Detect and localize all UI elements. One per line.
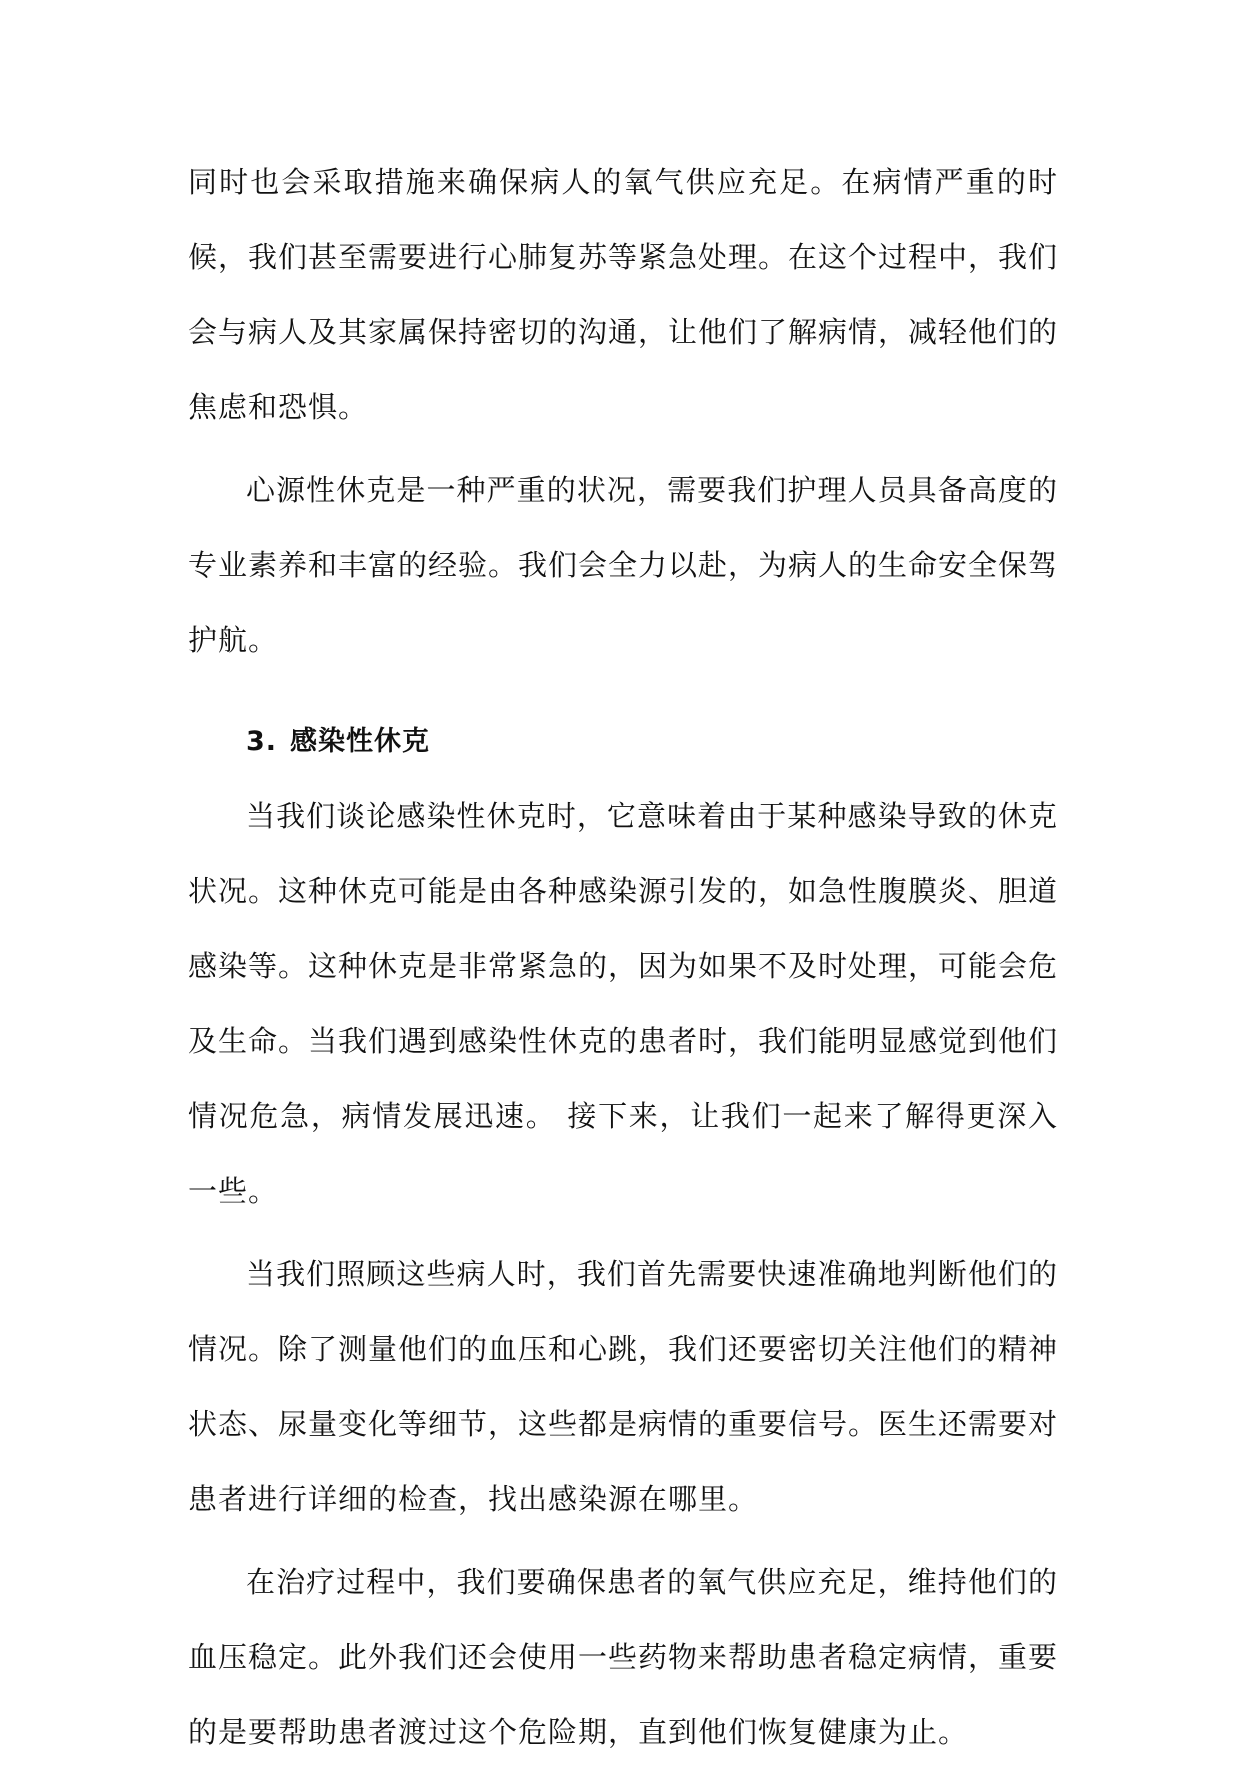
section-spacer [188,678,1058,704]
paragraph-spacer [188,1537,1058,1545]
paragraph-continued: 同时也会采取措施来确保病人的氧气供应充足。在病情严重的时候，我们甚至需要进行心肺复苏等紧急处理。在这个过程中，我们会与病人及其家属保持密切的沟通，让他们了解病情，减轻他们的焦虑和恐惧。 [188,165,1059,424]
paragraph-septic-assessment: 当我们照顾这些病人时，我们首先需要快速准确地判断他们的情况。除了测量他们的血压和心跳，我们还要密切关注他们的精神状态、尿量变化等细节，这些都是病情的重要信号。医生还需要对患者进行详细的检查，找出感染源在哪里。 [188,1257,1059,1516]
section-number: 3. [246,726,278,757]
paragraph-spacer [188,445,1058,453]
section-heading [188,704,1058,779]
paragraph-cardiogenic-summary: 心源性休克是一种严重的状况，需要我们护理人员具备高度的专业素养和丰富的经验。我们会全力以赴，为病人的生命安全保驾护航。 [188,473,1059,657]
paragraph-septic-intro: 当我们谈论感染性休克时，它意味着由于某种感染导致的休克状况。这种休克可能是由各种感染源引发的，如急性腹膜炎、胆道感染等。这种休克是非常紧急的，因为如果不及时处理，可能会危及生命。当我们遇到感染性休克的患者时，我们能明显感觉到他们情况危急，病情发展迅速。 接下来，让我们一起来了解得更深入一些。 [188,799,1059,1208]
section-title: 感染性休克 [290,726,430,757]
paragraph-spacer [188,1229,1058,1237]
document-body [188,145,1058,1770]
paragraph-septic-treatment: 在治疗过程中，我们要确保患者的氧气供应充足，维持他们的血压稳定。此外我们还会使用一些药物来帮助患者稳定病情，重要的是要帮助患者渡过这个危险期，直到他们恢复健康为止。 [188,1565,1059,1749]
